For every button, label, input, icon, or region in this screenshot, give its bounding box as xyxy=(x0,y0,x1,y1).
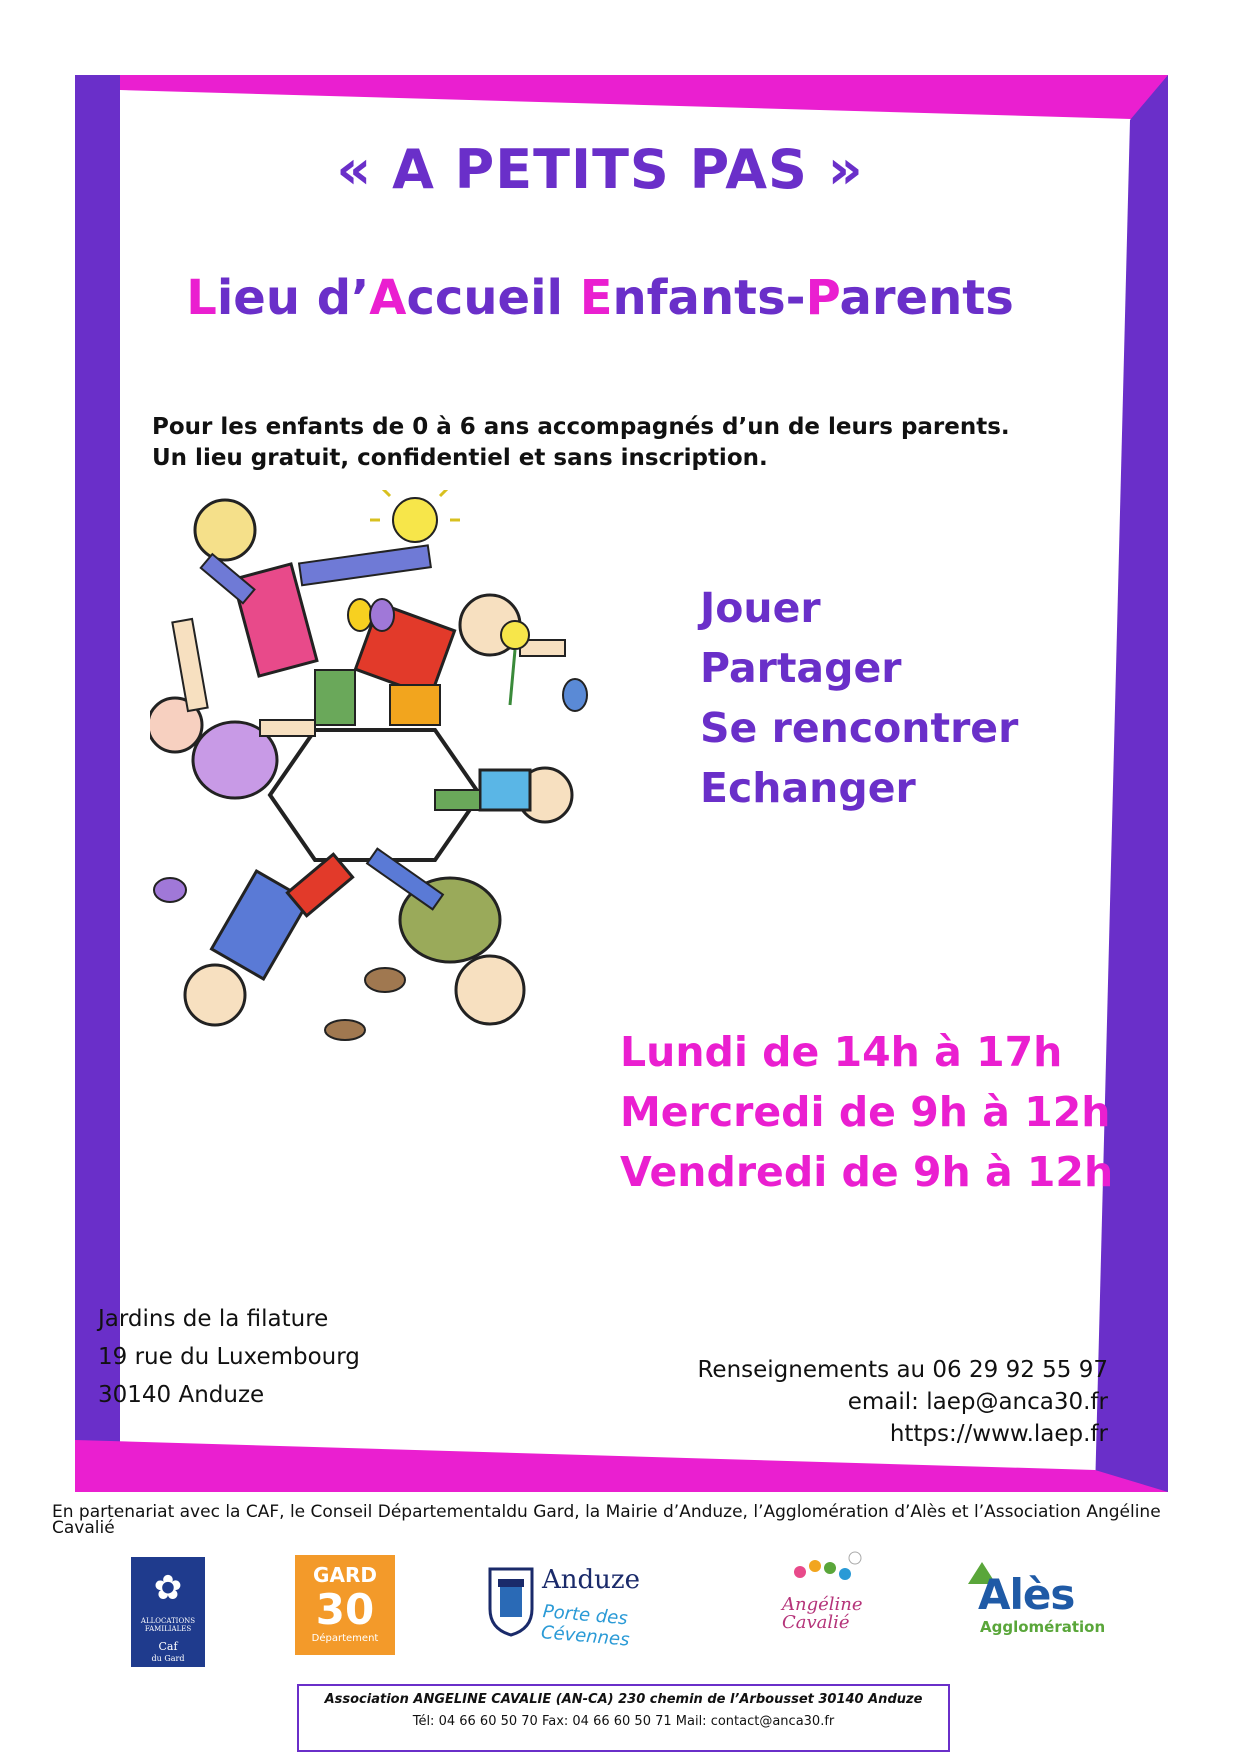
anduze-name: Anduze xyxy=(542,1565,640,1595)
address-line: 30140 Anduze xyxy=(98,1382,265,1408)
contact-website[interactable]: https://www.laep.fr xyxy=(889,1421,1108,1447)
address-line: Jardins de la filature xyxy=(98,1306,329,1332)
subtitle-part: P xyxy=(805,270,840,326)
hours-item: Mercredi de 9h à 12h xyxy=(620,1088,1111,1136)
activity-item: Jouer xyxy=(700,584,821,632)
activity-item: Echanger xyxy=(700,764,916,812)
contact-block xyxy=(640,1354,1108,1450)
child-figure-4 xyxy=(435,768,572,822)
child-figure-6 xyxy=(367,849,524,1024)
angeline-name1: Angéline xyxy=(782,1594,863,1615)
gard-line2: 30 xyxy=(315,1585,375,1634)
children-circle-illustration xyxy=(150,490,600,1060)
activity-item: Se rencontrer xyxy=(700,704,1019,752)
activity-item: Partager xyxy=(700,644,902,692)
cat-icon xyxy=(365,968,405,992)
caf-logo xyxy=(131,1557,205,1667)
angeline-cavalie-logo xyxy=(770,1550,880,1670)
ales-sub: Agglomération xyxy=(980,1618,1106,1636)
subtitle-part: ccueil xyxy=(406,270,580,326)
footer-line2: Tél: 04 66 60 50 70 Fax: 04 66 60 50 71 Mail: contact@anca30.fr xyxy=(412,1714,835,1729)
bug-icon xyxy=(563,679,587,711)
poster-title: « A PETITS PAS » xyxy=(336,138,864,201)
subtitle-part: ieu d’ xyxy=(216,270,370,326)
contact-email[interactable]: email: laep@anca30.fr xyxy=(847,1389,1108,1415)
partners-text: En partenariat avec la CAF, le Conseil Départementaldu Gard, la Mairie d’Anduze, l’Agglomération d’Alès et l’Association Angéline Cavalié xyxy=(52,1502,1161,1538)
caf-line1: ALLOCATIONS FAMILIALES xyxy=(140,1617,196,1633)
opening-hours xyxy=(620,1022,1113,1202)
caf-name: Caf xyxy=(158,1640,178,1653)
intro-line: Pour les enfants de 0 à 6 ans accompagnés d’un de leurs parents. xyxy=(152,414,1010,440)
gard-logo xyxy=(295,1555,395,1655)
subtitle-part: nfants- xyxy=(612,270,806,326)
angeline-people-icon xyxy=(770,1550,880,1598)
intro-text xyxy=(152,412,1010,474)
intro-line: Un lieu gratuit, confidentiel et sans inscription. xyxy=(152,445,768,471)
footer-line1: Association ANGELINE CAVALIE (AN-CA) 230 chemin de l’Arbousset 30140 Anduze xyxy=(324,1692,923,1707)
address-line: 19 rue du Luxembourg xyxy=(98,1344,360,1370)
footer-contact-box xyxy=(297,1684,950,1752)
hours-item: Vendredi de 9h à 12h xyxy=(620,1148,1114,1196)
mouse-icon xyxy=(325,1020,365,1040)
sun-icon xyxy=(370,490,460,542)
anduze-logo xyxy=(486,1565,716,1651)
caf-emblem-icon: ✿ xyxy=(153,1568,183,1608)
ales-name: Alès xyxy=(978,1570,1075,1619)
poster-subtitle xyxy=(0,270,1200,326)
gard-line1: GARD xyxy=(313,1563,377,1587)
contact-phone: Renseignements au 06 29 92 55 97 xyxy=(697,1357,1108,1383)
activities-list xyxy=(700,578,1018,818)
anduze-tagline: Porte des Cévennes xyxy=(540,1601,631,1651)
hours-item: Lundi de 14h à 17h xyxy=(620,1028,1063,1076)
ales-logo xyxy=(968,1570,1108,1640)
address-block xyxy=(98,1300,360,1414)
bird-icon xyxy=(154,878,186,902)
child-figure-5 xyxy=(185,854,353,1025)
angeline-name xyxy=(782,1596,863,1632)
subtitle-part: E xyxy=(579,270,613,326)
caf-sub: du Gard xyxy=(151,1654,185,1663)
subtitle-part: A xyxy=(369,270,407,326)
anduze-shield-icon xyxy=(486,1565,536,1637)
subtitle-part: L xyxy=(186,270,217,326)
subtitle-part: arents xyxy=(839,270,1014,326)
gard-line3: Département xyxy=(311,1633,379,1644)
flower-icon xyxy=(501,621,529,705)
caf-line2 xyxy=(131,1641,205,1664)
angeline-name2: Cavalié xyxy=(782,1612,850,1633)
